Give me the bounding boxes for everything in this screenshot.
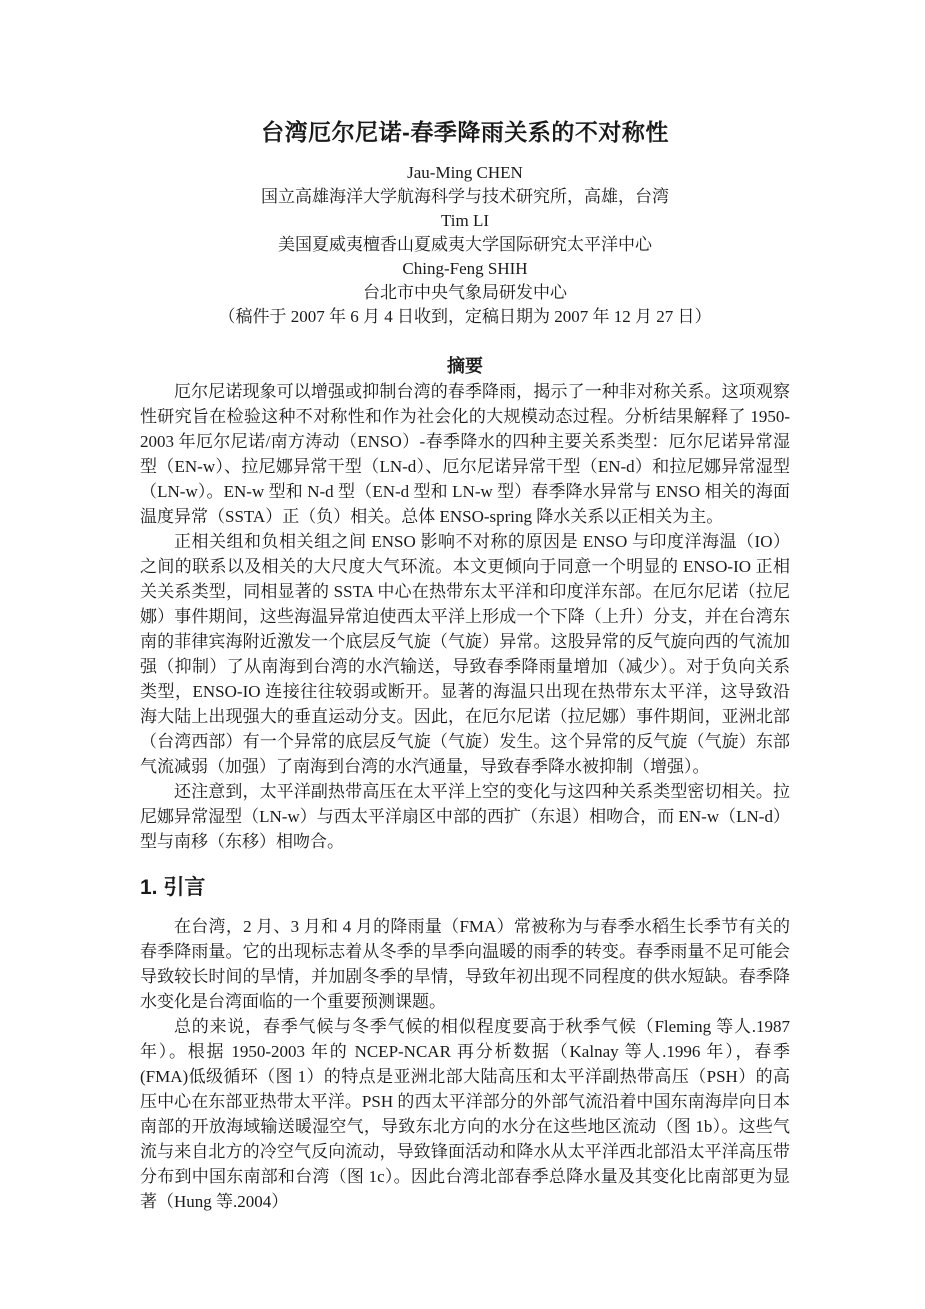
abstract-heading: 摘要	[447, 356, 483, 376]
manuscript-dates: （稿件于 2007 年 6 月 4 日收到，定稿日期为 2007 年 12 月 27 日）	[218, 307, 712, 326]
section-heading-introduction: 1. 引言	[140, 876, 206, 899]
author-affiliation-chen: 国立高雄海洋大学航海科学与技术研究所，高雄，台湾	[261, 187, 669, 206]
author-name-li: Tim LI	[440, 211, 490, 230]
paper-title: 台湾厄尔尼诺-春季降雨关系的不对称性	[261, 119, 669, 145]
author-name-chen: Jau-Ming CHEN	[407, 163, 523, 182]
author-name-shih: Ching-Feng SHIH	[402, 259, 528, 278]
abstract-paragraph-1: 厄尔尼诺现象可以增强或抑制台湾的春季降雨，揭示了一种非对称关系。这项观察性研究旨在检验这种不对称性和作为社会化的大规模动态过程。分析结果解释了 1950-2003 年厄尔尼诺/南方涛动（ENSO）-春季降水的四种主要关系类型：厄尔尼诺异常湿型（EN-w）、拉尼娜异常干型（LN-d）、厄尔尼诺异常干型（EN-d）和拉尼娜异常湿型（LN-w）。EN-w 型和 N-d 型（EN-d 型和 LN-w 型）春季降水异常与 ENSO 相关的海面温度异常（SSTA）正（负）相关。总体 ENSO-spring 降水关系以正相关为主。	[140, 382, 790, 526]
author-block	[140, 161, 790, 329]
abstract-paragraph-3: 还注意到，太平洋副热带高压在太平洋上空的变化与这四种关系类型密切相关。拉尼娜异常湿型（LN-w）与西太平洋扇区中部的西扩（东退）相吻合，而 EN-w（LN-d）型与南移（东移）相吻合。	[140, 782, 790, 851]
author-affiliation-li: 美国夏威夷檀香山夏威夷大学国际研究太平洋中心	[278, 235, 652, 254]
author-affiliation-shih: 台北市中央气象局研发中心	[363, 283, 567, 302]
introduction-paragraph-1: 在台湾，2 月、3 月和 4 月的降雨量（FMA）常被称为与春季水稻生长季节有关的春季降雨量。它的出现标志着从冬季的旱季向温暖的雨季的转变。春季雨量不足可能会导致较长时间的旱情，并加剧冬季的旱情，导致年初出现不同程度的供水短缺。春季降水变化是台湾面临的一个重要预测课题。	[140, 917, 790, 1011]
introduction-paragraph-2: 总的来说，春季气候与冬季气候的相似程度要高于秋季气候（Fleming 等人.1987 年）。根据 1950-2003 年的 NCEP-NCAR 再分析数据（Kalnay 等人.1996 年），春季(FMA)低级循环（图 1）的特点是亚洲北部大陆高压和太平洋副热带高压（PSH）的高压中心在东部亚热带太平洋。PSH 的西太平洋部分的外部气流沿着中国东南海岸向日本南部的开放海域输送暖湿空气，导致东北方向的水分在这些地区流动（图 1b）。这些气流与来自北方的冷空气反向流动，导致锋面活动和降水从太平洋西北部沿太平洋高压带分布到中国东南部和台湾（图 1c）。因此台湾北部春季总降水量及其变化比南部更为显著（Hung 等.2004）	[140, 1017, 790, 1211]
abstract-paragraph-2: 正相关组和负相关组之间 ENSO 影响不对称的原因是 ENSO 与印度洋海温（IO）之间的联系以及相关的大尺度大气环流。本文更倾向于同意一个明显的 ENSO-IO 正相关关系类型，同相显著的 SSTA 中心在热带东太平洋和印度洋东部。在厄尔尼诺（拉尼娜）事件期间，这些海温异常迫使西太平洋上形成一个下降（上升）分支，并在台湾东南的菲律宾海附近激发一个底层反气旋（气旋）异常。这股异常的反气旋向西的气流加强（抑制）了从南海到台湾的水汽输送，导致春季降雨量增加（减少）。对于负向关系类型，ENSO-IO 连接往往较弱或断开。显著的海温只出现在热带东太平洋，这导致沿海大陆上出现强大的垂直运动分支。因此，在厄尔尼诺（拉尼娜）事件期间，亚洲北部（台湾西部）有一个异常的底层反气旋（气旋）发生。这个异常的反气旋（气旋）东部气流减弱（加强）了南海到台湾的水汽通量，导致春季降水被抑制（增强）。	[140, 532, 790, 776]
